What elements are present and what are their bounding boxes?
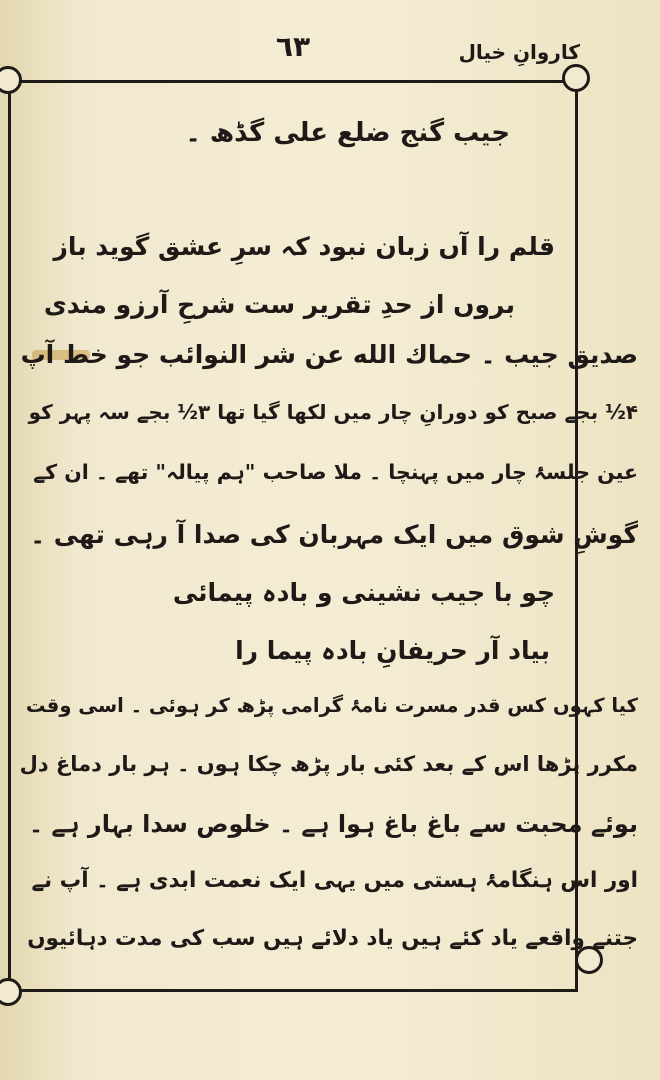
couplet-1-line-2: بروں از حدِ تقریر ست شرحِ آرزو مندی bbox=[43, 290, 515, 319]
corner-circle-ornament bbox=[0, 978, 22, 1006]
page-number: ٦٣ bbox=[275, 30, 311, 63]
paragraph-2-line-3: بوئے محبت سے باغ باغ ہوا ہے ۔ خلوص سدا بہار ہے ۔ bbox=[29, 810, 638, 838]
paragraph-2-line-2: مکرر پڑھا اس کے بعد کئی بار پڑھ چکا ہوں ۔ ہر بار دماغ دل bbox=[19, 752, 638, 776]
corner-circle-ornament bbox=[562, 64, 590, 92]
couplet-1-line-1: قلم را آں زبان نبود کہ سرِ عشق گوید باز bbox=[53, 232, 555, 261]
paragraph-2-line-5: جتنے واقعے یاد کئے ہیں یاد دلائے ہیں سب کی مدت دہائیوں bbox=[27, 926, 638, 951]
paragraph-2-line-4: اور اس ہنگامۂ ہستی میں یہی ایک نعمت ابدی ہے ۔ آپ نے bbox=[31, 868, 638, 893]
greeting-line: صدیق جیب ۔ حماك الله عن شر النوائب جو خط آپ bbox=[20, 340, 638, 369]
couplet-2-line-2: بیاد آر حریفانِ بادہ پیما را bbox=[235, 636, 550, 665]
couplet-2-line-1: چو با جیب نشینی و بادہ پیمائی bbox=[172, 578, 555, 607]
paragraph-1-line-1: ۴½ بجے صبح کو دورانِ چار میں لکھا گیا تھا ۳½ بجے سہ پہر کو bbox=[28, 400, 638, 424]
address-line: جیب گنج ضلع علی گڈھ ۔ bbox=[185, 118, 510, 148]
paragraph-1-line-2: عین جلسۂ چار میں پہنچا ۔ ملا صاحب "ہم پیالہ" تھے ۔ ان کے bbox=[33, 460, 638, 484]
paragraph-2-line-1: کیا کہوں کس قدر مسرت نامۂ گرامی پڑھ کر ہوئی ۔ اسی وقت bbox=[25, 694, 638, 717]
running-head-title: کاروانِ خیال bbox=[458, 40, 580, 64]
paragraph-1-line-3: گوشِ شوق میں ایک مہربان کی صدا آ رہی تھی ۔ bbox=[30, 520, 638, 549]
